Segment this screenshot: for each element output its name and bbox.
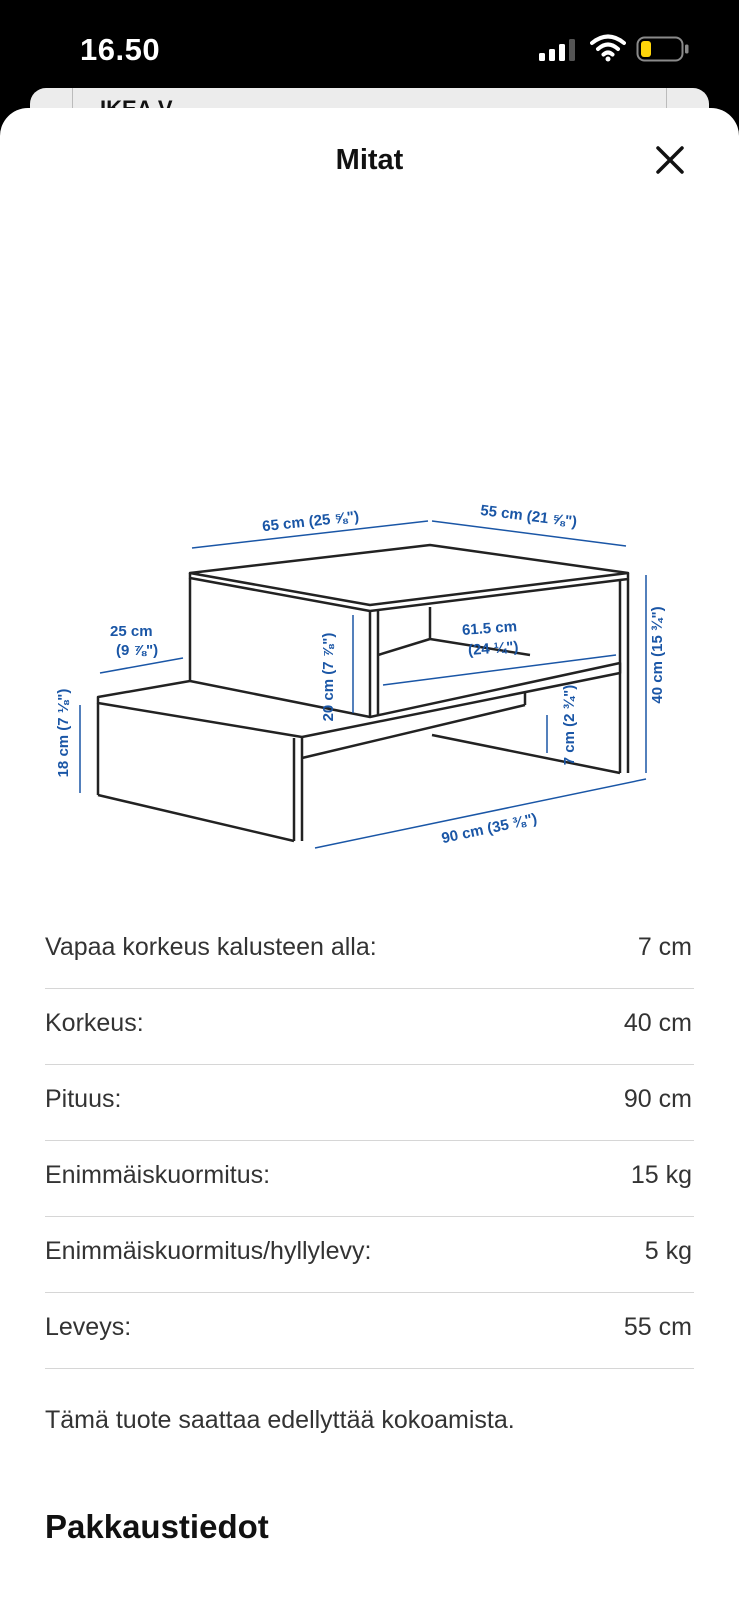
- dimension-label: Enimmäiskuormitus/hyllylevy:: [45, 1237, 372, 1265]
- dimensions-list: [45, 913, 694, 1369]
- dim-label-top-depth: 55 cm (21 ⅝"): [479, 501, 578, 531]
- dimension-label: Leveys:: [45, 1313, 132, 1341]
- dim-label-step-depth-cm: 25 cm: [110, 623, 153, 640]
- dimensions-sheet: [0, 108, 739, 1600]
- dimension-label: Vapaa korkeus kalusteen alla:: [45, 933, 377, 961]
- battery-icon: [636, 36, 690, 62]
- dimension-value: 7 cm: [637, 933, 692, 961]
- dimension-row: [45, 1141, 694, 1217]
- dim-label-inner-width-cm: 61.5 cm: [461, 618, 518, 639]
- dimension-row: [45, 913, 694, 989]
- dimension-label: Korkeus:: [45, 1009, 144, 1037]
- dimension-row: [45, 1065, 694, 1141]
- wifi-icon: [590, 34, 626, 62]
- dim-label-inner-height: 20 cm (7 ⅞"): [320, 632, 337, 722]
- dimension-value: 55 cm: [623, 1313, 692, 1341]
- product-dimension-diagram: [50, 393, 690, 873]
- dim-label-step-height: 18 cm (7 ⅛"): [55, 688, 72, 778]
- dimension-label: Pituus:: [45, 1085, 122, 1113]
- cellular-signal-icon: [538, 38, 578, 62]
- dimension-row: [45, 989, 694, 1065]
- close-icon[interactable]: [652, 142, 688, 178]
- dimension-label: Enimmäiskuormitus:: [45, 1161, 271, 1189]
- dimension-row: [45, 1217, 694, 1293]
- dim-label-total-height: 40 cm (15 ¾"): [649, 606, 666, 704]
- dimension-value: 15 kg: [630, 1161, 692, 1189]
- packaging-section-heading[interactable]: Pakkaustiedot: [45, 1508, 269, 1545]
- dimension-value: 40 cm: [623, 1009, 692, 1037]
- table-outline: [98, 545, 628, 841]
- sheet-title: Mitat: [335, 144, 404, 176]
- dim-label-inner-width-in: (24 ¼"): [467, 638, 519, 659]
- assembly-note: Tämä tuote saattaa edellyttää kokoamista.: [45, 1406, 515, 1434]
- dim-label-clearance: 7 cm (2 ¾"): [561, 684, 578, 766]
- dimension-value: 90 cm: [623, 1085, 692, 1113]
- status-time: 16.50: [80, 32, 161, 67]
- dim-label-step-depth-in: (9 ⅞"): [116, 642, 159, 659]
- dim-label-total-length: 90 cm (35 ⅜"): [440, 810, 539, 848]
- dimension-row: [45, 1293, 694, 1369]
- status-bar: [0, 0, 739, 95]
- dimension-value: 5 kg: [644, 1237, 692, 1265]
- dim-label-top-width: 65 cm (25 ⅝"): [261, 508, 360, 536]
